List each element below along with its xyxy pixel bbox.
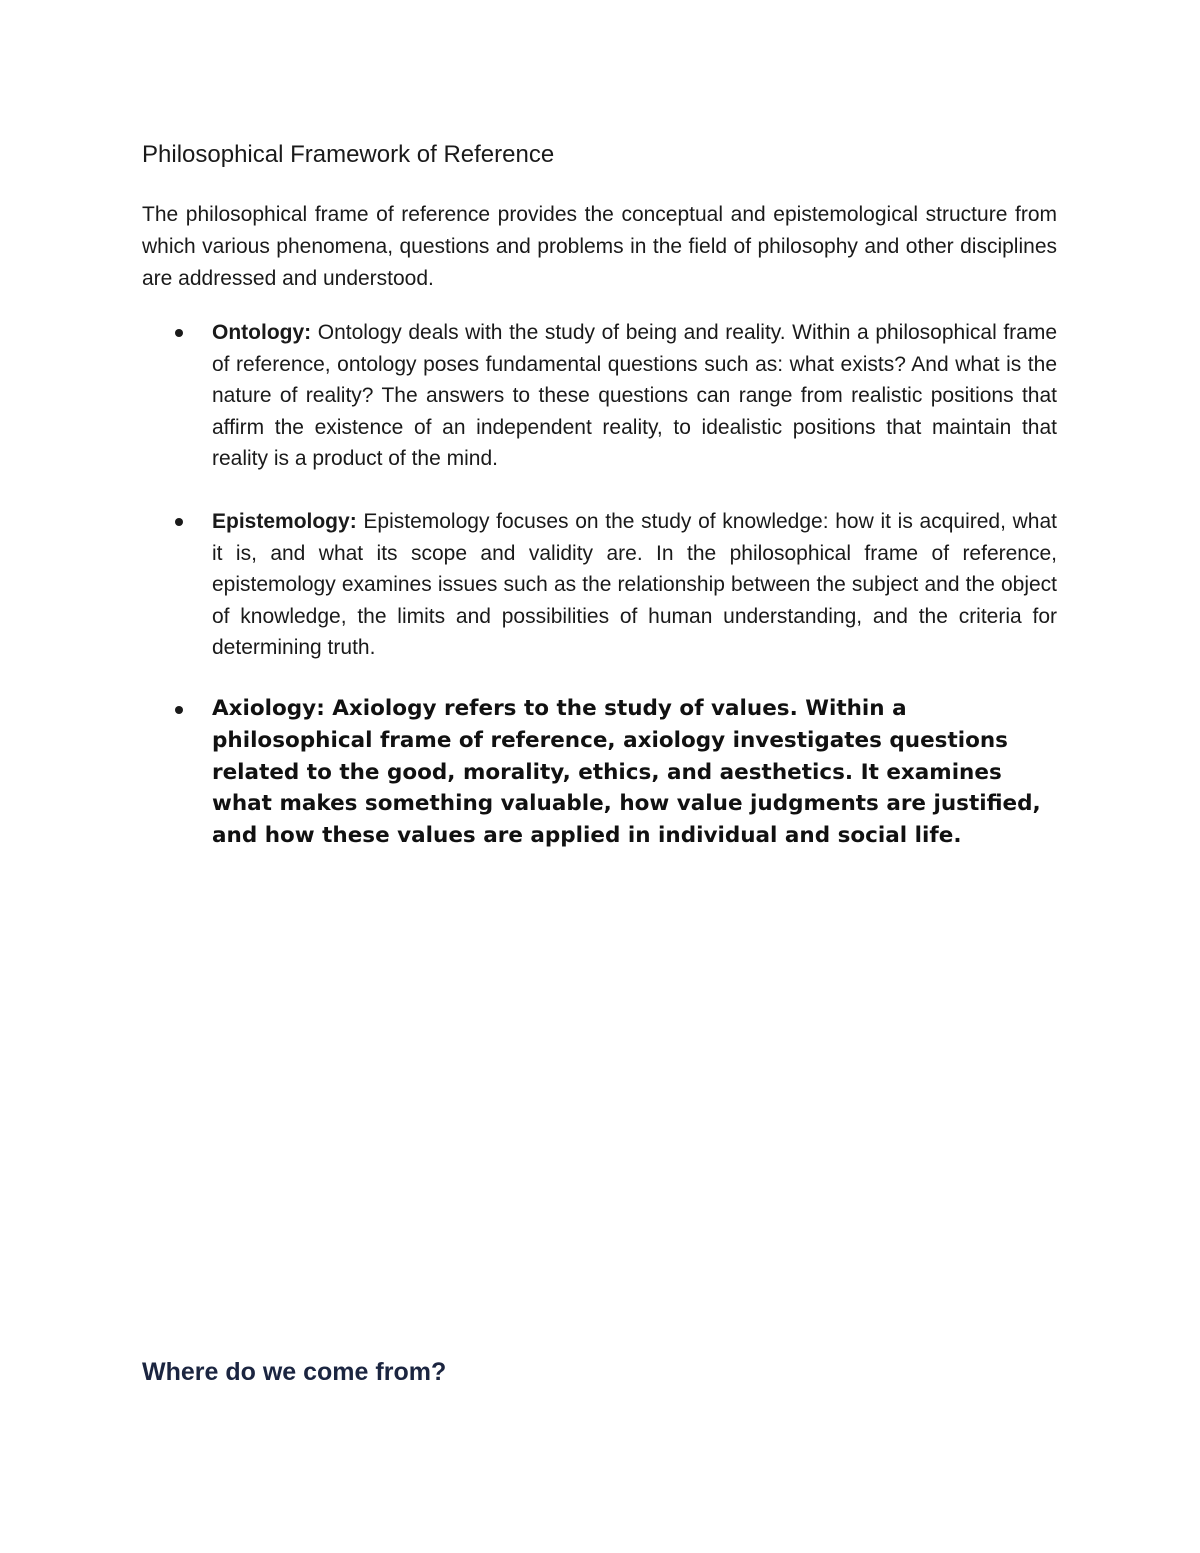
intro-paragraph: The philosophical frame of reference provides the conceptual and epistemological structure from which various phenomena, questions and problems in the field of philosophy and other disciplines are addressed and understood.: [142, 203, 1057, 290]
epistemology-paragraph: [212, 506, 1057, 664]
axiology-paragraph: [212, 693, 1057, 852]
list-item-epistemology: [212, 506, 1057, 664]
ontology-paragraph: [212, 317, 1057, 475]
list-item-axiology: [212, 693, 1057, 852]
bullet-dot-icon: [175, 329, 183, 337]
bullet-dot-icon: [175, 518, 183, 526]
epistemology-description: Epistemology focuses on the study of knowledge: how it is acquired, what it is, and what its scope and validity are. In the philosophical frame of reference, epistemology examines issues such as the relationship between the subject and the object of knowledge, the limits and possibilities of human understanding, and the criteria for determining truth.: [212, 510, 1057, 660]
ontology-term: Ontology:: [212, 321, 312, 344]
document-title: Philosophical Framework of Reference: [142, 141, 555, 168]
list-item-ontology: [212, 317, 1057, 475]
section-heading: Where do we come from?: [142, 1358, 447, 1386]
bullet-dot-icon: [175, 706, 183, 714]
axiology-term: Axiology:: [212, 696, 325, 721]
ontology-description: Ontology deals with the study of being and reality. Within a philosophical frame of reference, ontology poses fundamental questions such as: what exists? And what is the nature of reality? The answers to these questions can range from realistic positions that affirm the existence of an independent reality, to idealistic positions that maintain that reality is a product of the mind.: [212, 321, 1057, 471]
axiology-description: Axiology refers to the study of values. Within a philosophical frame of reference, axiology investigates questions related to the good, morality, ethics, and aesthetics. It examines what makes something valuable, how value judgments are justified, and how these values are applied in individual and social life.: [212, 696, 1041, 849]
epistemology-term: Epistemology:: [212, 510, 357, 533]
